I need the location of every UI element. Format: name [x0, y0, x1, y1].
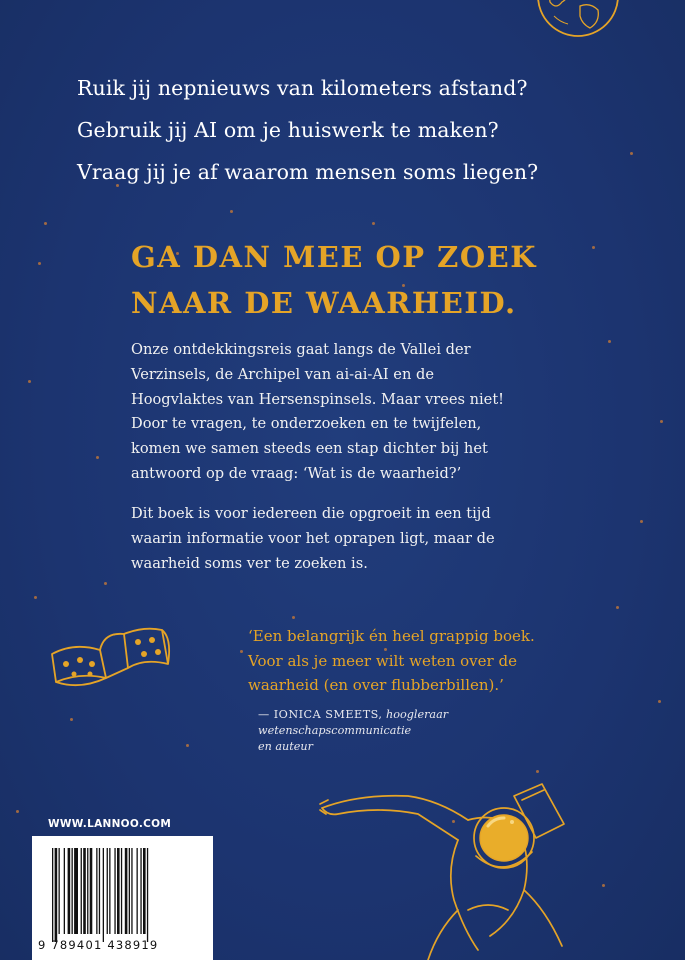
speck: [660, 420, 663, 423]
quote-line: Voor als je meer wilt weten over de: [248, 651, 517, 670]
quote-line: waarheid (en over flubberbillen).’: [248, 676, 504, 694]
crown-illustration: [44, 612, 184, 702]
speck: [28, 380, 31, 383]
publisher-website[interactable]: WWW.LANNOO.COM: [48, 818, 172, 830]
attribution-role: en auteur: [258, 740, 313, 753]
barcode-bar: [72, 848, 73, 934]
description-paragraph-1: [131, 338, 571, 487]
paragraph-line: Hoogvlaktes van Hersenspinsels. Maar vrees niet!: [131, 390, 505, 408]
globe-illustration: [528, 0, 628, 46]
barcode-bar: [117, 848, 120, 934]
speck: [608, 340, 611, 343]
barcode-bar: [125, 848, 128, 934]
isbn-barcode: [50, 848, 200, 942]
barcode-bar: [143, 848, 146, 934]
attribution-role: hoogleraar: [382, 708, 449, 721]
barcode-bar: [114, 848, 115, 934]
question-fake-news: Ruik jij nepnieuws van kilometers afstand?: [77, 76, 528, 100]
barcode-bar: [131, 848, 132, 934]
speck: [640, 520, 643, 523]
speck: [116, 184, 119, 187]
speck: [44, 222, 47, 225]
barcode-bar: [96, 848, 97, 934]
attribution-role: wetenschapscommunicatie: [258, 724, 412, 737]
speck: [658, 700, 661, 703]
barcode-bar: [55, 848, 58, 942]
barcode-bar: [103, 848, 104, 942]
speck: [602, 884, 605, 887]
review-quote: [248, 624, 535, 698]
speck: [616, 606, 619, 609]
speck: [96, 456, 99, 459]
barcode-bar: [121, 848, 122, 934]
headline-line-1: GA DAN MEE OP ZOEK: [131, 240, 537, 274]
speck: [292, 616, 295, 619]
barcode-bar: [64, 848, 65, 934]
barcode-bar: [99, 848, 100, 934]
barcode-bar: [81, 848, 82, 934]
barcode-bar: [87, 848, 88, 934]
paragraph-line: Onze ontdekkingsreis gaat langs de Vallei der: [131, 341, 471, 358]
speck: [630, 152, 633, 155]
speck: [104, 582, 107, 585]
barcode-bar: [68, 848, 71, 934]
headline: [131, 234, 651, 326]
paragraph-line: waarheid soms ver te zoeken is.: [131, 554, 368, 572]
barcode-bar: [52, 848, 53, 942]
barcode-bar: [83, 848, 86, 934]
quote-attribution: [258, 707, 448, 755]
barcode-bar: [74, 848, 78, 934]
question-ai-term: AI: [194, 118, 218, 142]
paragraph-line: komen we samen steeds een stap dichter bij het: [131, 440, 488, 458]
speck: [16, 810, 19, 813]
astronaut-illustration: [318, 760, 578, 960]
paragraph-line: antwoord op de vraag: ‘Wat is de waarheid?’: [131, 464, 462, 482]
speck: [186, 744, 189, 747]
speck: [240, 650, 243, 653]
barcode-bar: [109, 848, 110, 934]
barcode-bar: [137, 848, 138, 934]
paragraph-line: Dit boek is voor iedereen die opgroeit in een tijd: [131, 505, 491, 522]
speck: [70, 718, 73, 721]
speck: [372, 222, 375, 225]
barcode-panel: [32, 836, 213, 960]
speck: [230, 210, 233, 213]
barcode-bar: [140, 848, 141, 934]
barcode-bar: [129, 848, 130, 934]
barcode-bar: [59, 848, 60, 934]
headline-line-2: NAAR DE WAARHEID.: [131, 286, 517, 320]
question-ai-homework: [77, 118, 499, 142]
speck: [34, 596, 37, 599]
attribution-name: — IONICA SMEETS,: [258, 708, 383, 721]
barcode-bar: [107, 848, 108, 934]
description-paragraph-2: [131, 502, 571, 576]
paragraph-line: Door te vragen, te onderzoeken en te twijfelen,: [131, 415, 482, 433]
quote-line: ‘Een belangrijk én heel grappig boek.: [248, 627, 535, 645]
barcode-bar: [90, 848, 93, 934]
isbn-number: 9 789401 438919: [38, 938, 159, 952]
question-ai-pre: Gebruik jij: [77, 118, 195, 142]
speck: [38, 262, 41, 265]
question-ai-post: om je huiswerk te maken?: [217, 118, 499, 142]
paragraph-line: waarin informatie voor het oprapen ligt, maar de: [131, 529, 495, 547]
barcode-bar: [147, 848, 148, 942]
question-lying: Vraag jij je af waarom mensen soms liegen?: [77, 160, 539, 184]
paragraph-line: Verzinsels, de Archipel van ai-ai-AI en de: [131, 365, 434, 383]
